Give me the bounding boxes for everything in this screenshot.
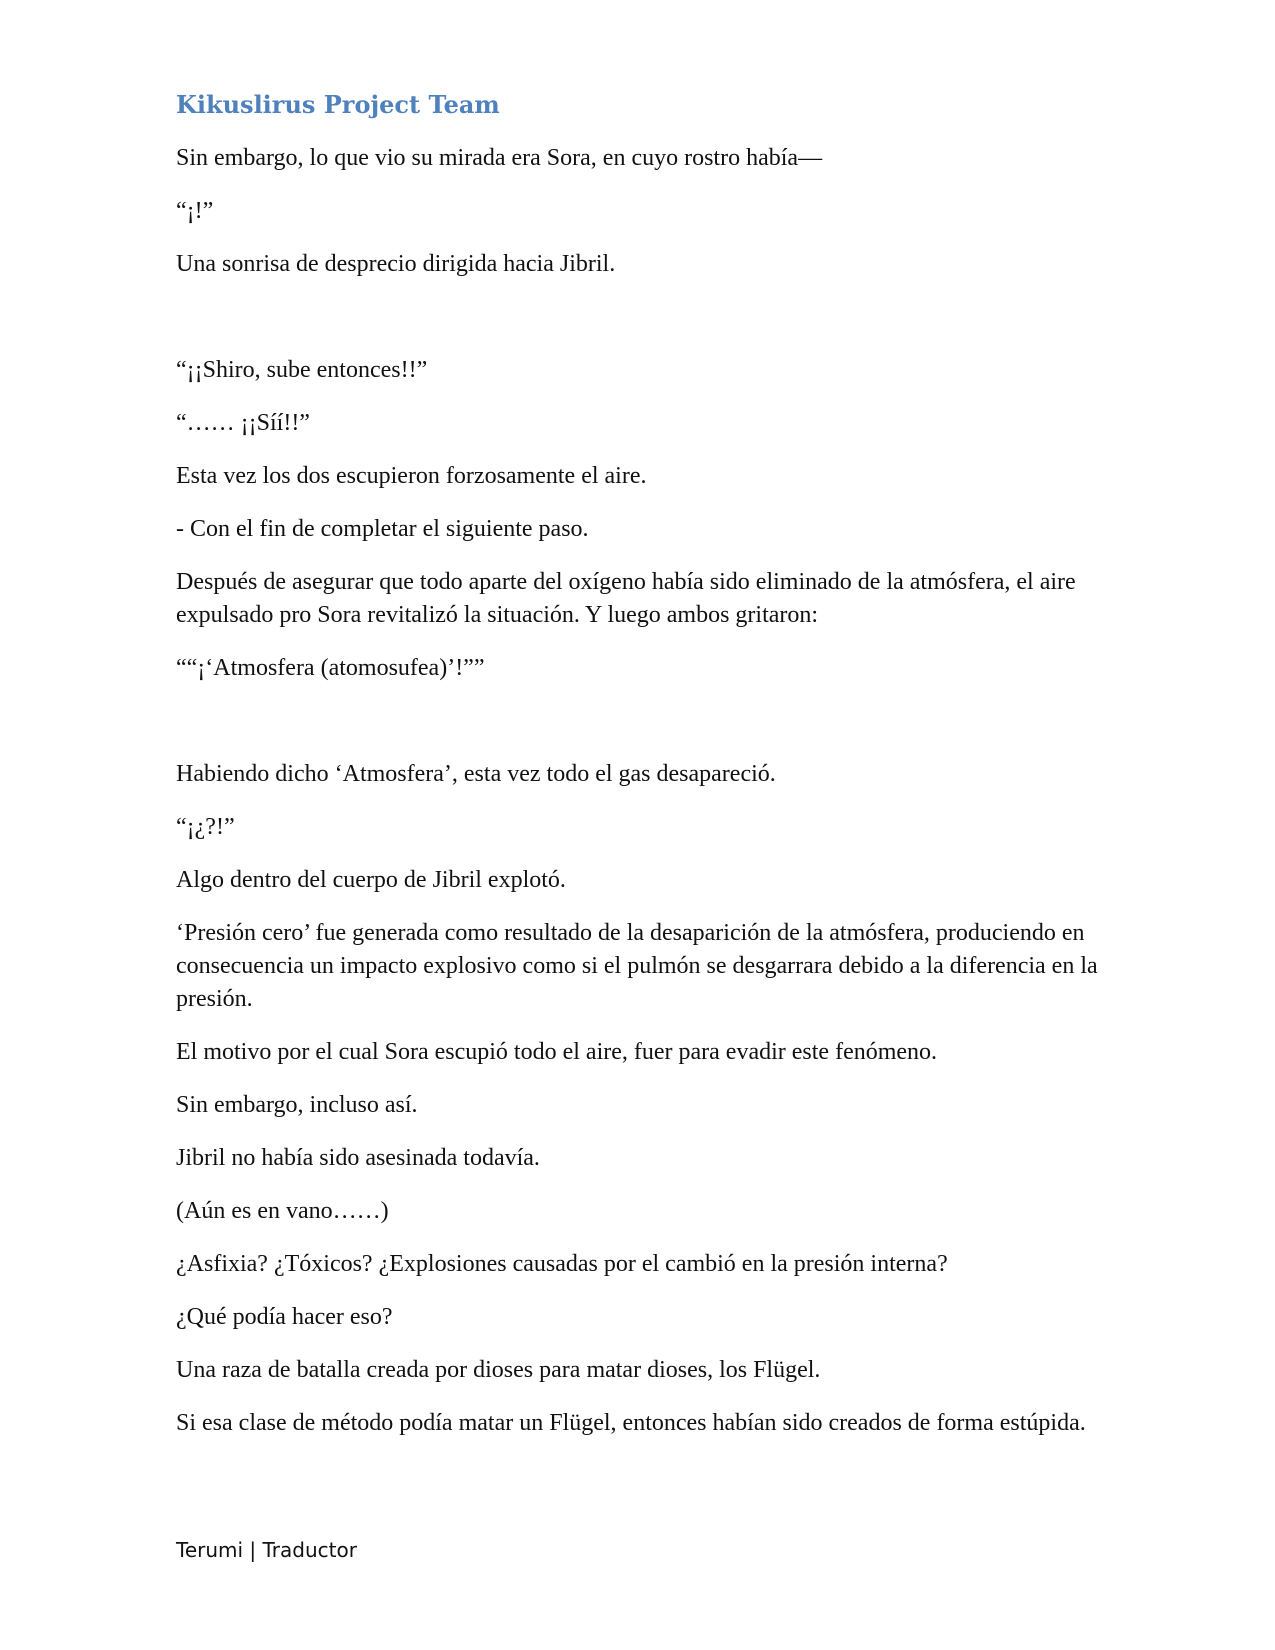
paragraph: “…… ¡¡Síí!!” <box>176 410 310 436</box>
paragraph: Habiendo dicho ‘Atmosfera’, esta vez todo el gas desapareció. <box>176 761 776 787</box>
paragraph: Una raza de batalla creada por dioses para matar dioses, los Flügel. <box>176 1357 821 1383</box>
paragraph: Si esa clase de método podía matar un Flügel, entonces habían sido creados de forma estúpida. <box>176 1410 1086 1436</box>
paragraph: Sin embargo, incluso así. <box>176 1092 418 1118</box>
paragraph: Esta vez los dos escupieron forzosamente el aire. <box>176 463 647 489</box>
paragraph: Algo dentro del cuerpo de Jibril explotó. <box>176 867 566 893</box>
paragraph: ‘Presión cero’ fue generada como resultado de la desaparición de la atmósfera, produciendo en consecuencia un impacto explosivo como si el pulmón se desgarrara debido a la diferencia en la presión. <box>176 920 1098 1012</box>
paragraph: El motivo por el cual Sora escupió todo el aire, fuer para evadir este fenómeno. <box>176 1039 938 1065</box>
paragraph: “¡!” <box>176 198 214 224</box>
paragraph: ¿Asfixia? ¿Tóxicos? ¿Explosiones causadas por el cambió en la presión interna? <box>176 1251 948 1277</box>
paragraph: Después de asegurar que todo aparte del oxígeno había sido eliminado de la atmósfera, el aire expulsado pro Sora revitalizó la situación. Y luego ambos gritaron: <box>176 569 1076 628</box>
paragraph: “¡¿?!” <box>176 814 235 840</box>
paragraph: Una sonrisa de desprecio dirigida hacia Jibril. <box>176 251 616 277</box>
paragraph: (Aún es en vano……) <box>176 1198 389 1224</box>
paragraph: - Con el fin de completar el siguiente paso. <box>176 516 589 542</box>
footer-text: Terumi | Traductor <box>176 1538 357 1562</box>
paragraph: ““¡‘Atmosfera (atomosufea)’!”” <box>176 655 485 681</box>
paragraph: Sin embargo, lo que vio su mirada era Sora, en cuyo rostro había— <box>176 145 823 171</box>
paragraph: Jibril no había sido asesinada todavía. <box>176 1145 540 1171</box>
paragraph: ¿Qué podía hacer eso? <box>176 1304 393 1330</box>
paragraph: “¡¡Shiro, sube entonces!!” <box>176 357 428 383</box>
header-title: Kikuslirus Project Team <box>176 90 500 119</box>
